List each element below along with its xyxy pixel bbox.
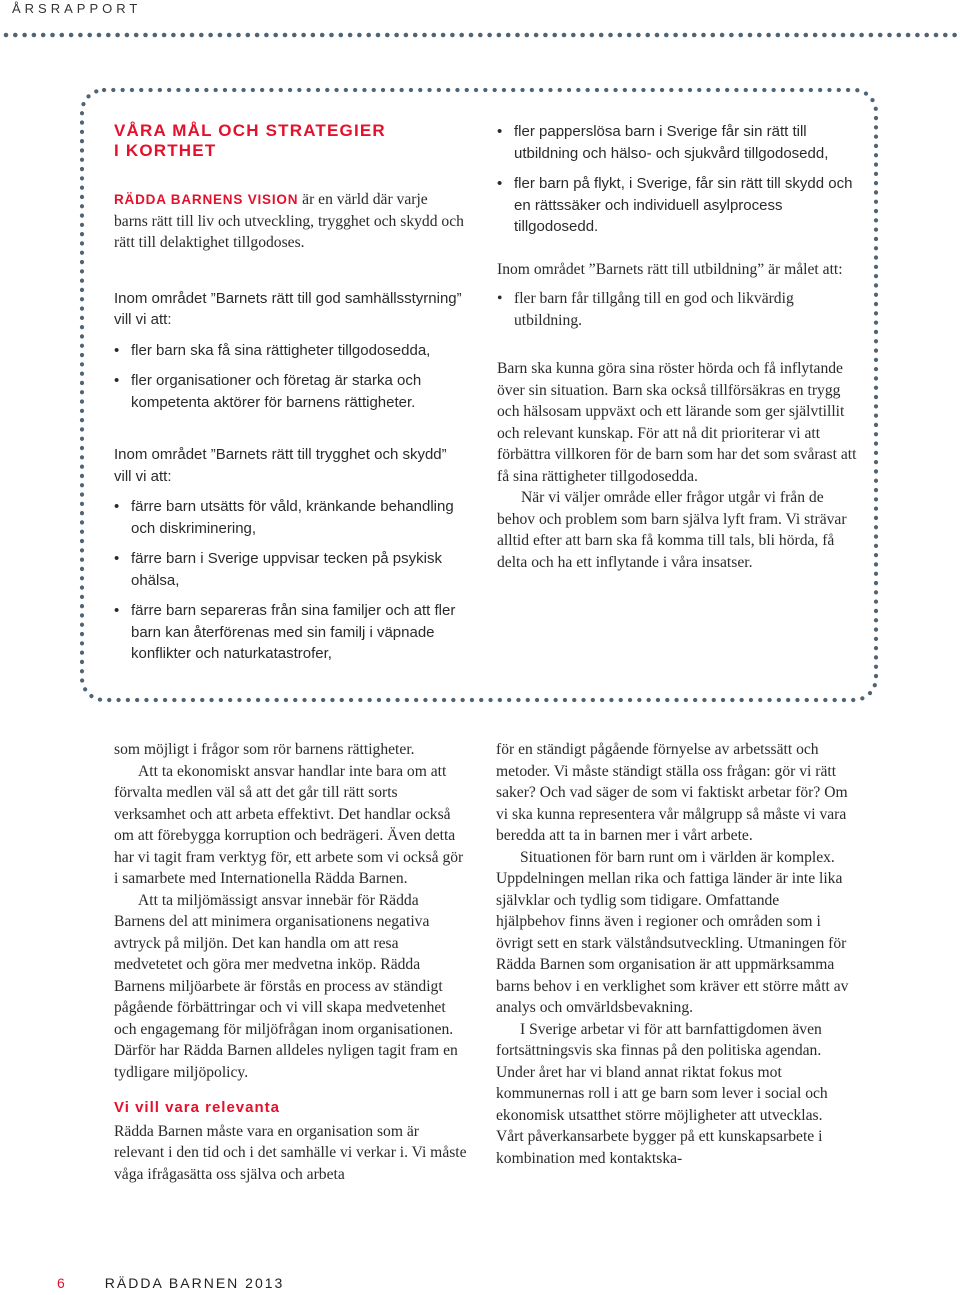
list-item: • färre barn utsätts för våld, kränkande behandling och diskriminering, [114,496,464,539]
body-paragraph: Rädda Barnen måste vara en organisation som är relevant i den tid och i det samhälle vi verkar i. Vi måste våga ifrågasätta oss själva och arbeta [114,1122,467,1183]
publication-name: RÄDDA BARNEN 2013 [104,1275,285,1291]
governance-list [114,340,464,414]
list-item: • fler papperslösa barn i Sverige får sin rätt till utbildning och hälso- och sjukvård tillgodosedd, [497,121,857,164]
body-left-column [114,739,469,1185]
education-list [497,288,857,331]
vision-label: RÄDDA BARNENS VISION [114,192,299,207]
body-paragraph: för en ständigt pågående förnyelse av arbetssätt och metoder. Vi måste ständigt ställa oss frågan: gör vi rätt saker? Och vad säger de som vi faktiskt arbetar för? Om vi ska kunna representera vår målgrupp så måste vi vara beredda att ta in barnen mer i vårt arbete. [496,741,848,844]
box-paragraph-1: Barn ska kunna göra sina röster hörda och få inflytande över sin situation. Barn ska också tillförsäkras en trygg och hälsosam uppväxt och ett lärande som ger självtillit och relevant kunskap. För att nå dit prioriterar vi att förbättra villkoren för de barn som har det som svårast att få sina rättigheter tillgodosedda. [497,360,857,485]
list-item: • fler barn ska få sina rättigheter tillgodosedda, [114,340,464,362]
strategy-box-left-column [114,121,464,674]
list-item: • fler organisationer och företag är starka och kompetenta aktörer för barnens rättigheter. [114,370,464,413]
box-paragraph-2: När vi väljer område eller frågor utgår vi från de behov och problem som barn själva lyft fram. Vi strävar alltid efter att barn ska få komma till tals, bli hörda, få delta och ha ett inflytande i våra insatser. [497,489,847,571]
strategy-box-right-column [497,121,857,573]
safety-list [114,496,464,665]
list-item: • fler barn på flykt, i Sverige, får sin rätt till skydd och en rättssäker och individuell asylprocess tillgodosedd. [497,173,857,238]
vision-text: är en värld där varje barns rätt till liv och utveckling, trygghet och skydd och rätt till delaktighet tillgodoses. [114,191,464,251]
body-paragraph: Att ta ekonomiskt ansvar handlar inte bara om att förvalta medlen väl så att det går till rätt sorts verksamhet och att arbeta effektivt. Det handlar också om att förebygga korruption och bedrägeri. Även detta har vi tagit fram verktyg för, ett arbete som vi också gör i samarbete med Internationella Rädda Barnen. [114,762,464,887]
body-paragraph: Att ta miljömässigt ansvar innebär för Rädda Barnens del att minimera organisationens negativa avtryck på miljön. Det kan handla om att resa medvetetet och göra mer medvetna inköp. Rädda Barnens miljöarbete är förstås en process av ständigt pågående förbättringar och vi vill skapa medvetenhet och engagemang för miljöfrågan inom organisationen. Därför har Rädda Barnen alldeles nyligen tagit fram en tydligare miljöpolicy. [114,891,458,1081]
box-heading-line-1: VÅRA MÅL OCH STRATEGIER [114,121,386,140]
body-paragraph: I Sverige arbetar vi för att barnfattigdomen även fortsättningsvis ska finnas på den politiska agendan. Under året har vi bland annat riktat fokus mot kommunernas roll i att ge barn som lever i social och ekonomisk utsatthet större möjligheter att utvecklas. Vårt påverkansarbete bygger på ett kunskapsarbete i kombination med kontaktska- [496,1020,828,1167]
page-number: 6 [57,1275,65,1291]
governance-intro: Inom området ”Barnets rätt till god samhällsstyrning” vill vi att: [114,289,462,328]
vision-paragraph [114,189,464,254]
list-item: • färre barn separeras från sina familjer och att fler barn kan återförenas med sin familj i väpnade konflikter och naturkatastrofer, [114,600,464,665]
body-paragraph: Situationen för barn runt om i världen är komplex. Uppdelningen mellan rika och fattiga länder är inte lika självklar och tydlig som tidigare. Omfattande hjälpbehov finns även i regioner och områden som i övrigt sett en stark välståndsutveckling. Utmaningen för Rädda Barnen som organisation är att uppmärksamma barns behov i en verklighet som kräver ett större mått av analys och omvärldsbevakning. [496,848,849,1016]
box-heading [114,121,464,161]
list-item: • färre barn i Sverige uppvisar tecken på psykisk ohälsa, [114,548,464,591]
body-right-column [496,739,852,1169]
list-item: • fler barn får tillgång till en god och likvärdig utbildning. [497,288,857,331]
body-paragraph: som möjligt i frågor som rör barnens rättigheter. [114,741,415,758]
header-dotted-rule [0,28,960,42]
box-heading-line-2: I KORTHET [114,141,217,160]
running-header: ÅRSRAPPORT [12,1,142,16]
rights-list [497,121,857,238]
page-footer [57,1275,284,1291]
section-heading: Vi vill vara relevanta [114,1099,280,1116]
safety-intro: Inom området ”Barnets rätt till trygghet och skydd” vill vi att: [114,446,447,485]
education-intro: Inom området ”Barnets rätt till utbildning” är målet att: [497,260,843,278]
